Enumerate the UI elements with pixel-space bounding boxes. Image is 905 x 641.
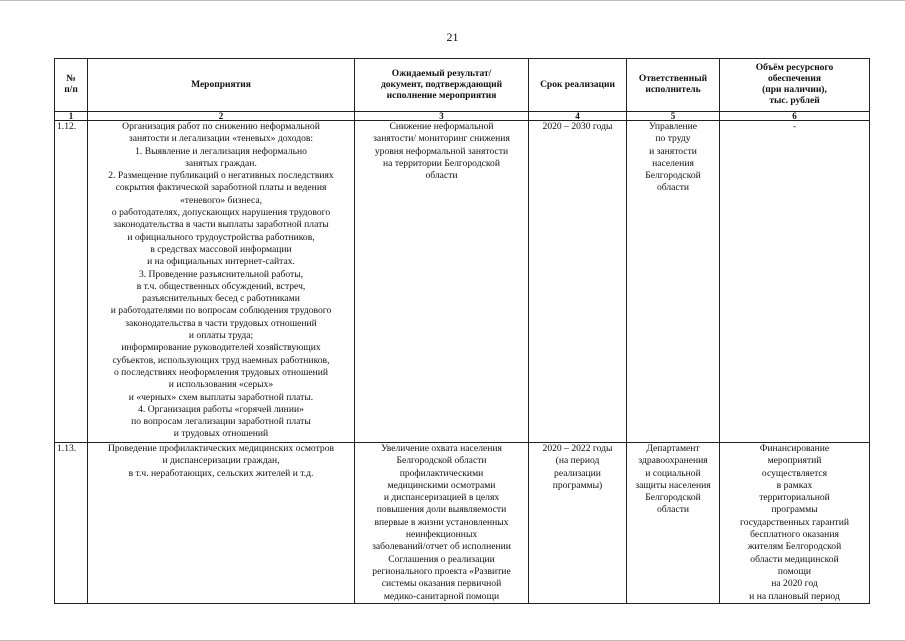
- cell-line: неинфекционных: [405, 529, 478, 541]
- resources-cell: [720, 121, 870, 443]
- cell-line: и занятости: [649, 145, 697, 157]
- cell-line: и официального трудоустройства работников,: [127, 231, 315, 243]
- cell-line: области медицинской: [750, 553, 839, 565]
- column-header-line: Ответственный: [638, 74, 708, 84]
- table-header-row: [55, 59, 870, 112]
- cell-line: законодательства в части выплаты заработной платы: [113, 219, 329, 231]
- term-cell: [529, 121, 627, 443]
- cell-line: помощи: [777, 565, 812, 577]
- column-header: [529, 59, 627, 112]
- cell-line: и трудовых отношений: [173, 428, 269, 440]
- column-header-line: исполнитель: [645, 85, 701, 95]
- cell-line: реализации: [554, 467, 601, 479]
- cell-line: Белгородской: [645, 170, 701, 182]
- cell-line: в рамках: [776, 479, 813, 491]
- activities-table: [54, 58, 870, 604]
- cell-line: осуществляется: [761, 467, 828, 479]
- row-number: 1.12.: [55, 121, 88, 443]
- cell-line: мероприятий: [767, 455, 822, 467]
- cell-line: Департамент: [646, 443, 700, 454]
- table-row: [55, 121, 870, 443]
- cell-line: законодательства в части трудовых отношений: [125, 317, 317, 329]
- cell-line: заболеваний/отчет об исполнении: [372, 541, 511, 553]
- result-cell: [355, 121, 529, 443]
- cell-line: Белгородской: [645, 492, 701, 504]
- cell-line: сокрытия фактической заработной платы и ведения: [115, 182, 327, 194]
- cell-line: и на официальных интернет-сайтах.: [147, 256, 295, 268]
- page-number: 21: [446, 30, 459, 44]
- column-header-line: тыс. рублей: [769, 96, 820, 106]
- cell-line: населения: [652, 157, 694, 169]
- table-row: [55, 443, 870, 604]
- cell-line: по вопросам легализации заработной платы: [131, 416, 311, 428]
- cell-line: территориальной: [759, 492, 830, 504]
- cell-line: 2020 – 2030 годы: [542, 121, 613, 132]
- cell-line: впервые в жизни установленных: [374, 516, 509, 528]
- cell-line: в средствах массовой информации: [150, 243, 292, 255]
- column-header-line: Ожидаемый результат/: [391, 68, 492, 79]
- column-header: [627, 59, 720, 112]
- cell-line: 2. Размещение публикаций о негативных последствиях: [108, 170, 334, 182]
- cell-line: занятости/ мониторинг снижения: [373, 133, 510, 145]
- cell-line: 3. Проведение разъяснительной работы,: [138, 268, 304, 280]
- cell-line: по труду: [655, 133, 691, 145]
- cell-line: -: [792, 121, 797, 132]
- cell-line: регионального проекта «Развитие: [372, 565, 511, 577]
- cell-line: области: [656, 504, 690, 516]
- cell-line: Увеличение охвата населения: [381, 443, 502, 454]
- cell-line: Проведение профилактических медицинских осмотров: [107, 443, 335, 454]
- column-header-line: Объём ресурсного: [755, 63, 834, 73]
- cell-line: Финансирование: [759, 443, 830, 454]
- activity-cell: [88, 443, 355, 604]
- column-number: 6: [720, 112, 870, 121]
- cell-line: и на плановый период: [749, 590, 840, 602]
- cell-line: и диспансеризации граждан,: [162, 455, 280, 467]
- column-number: 5: [627, 112, 720, 121]
- column-header-line: Мероприятия: [191, 79, 251, 90]
- cell-line: 1. Выявление и легализация неформально: [135, 145, 307, 157]
- cell-line: уровня неформальной занятости: [374, 145, 509, 157]
- cell-line: 2020 – 2022 годы: [542, 443, 613, 454]
- cell-line: Снижение неформальной: [389, 121, 494, 132]
- column-number: 1: [55, 112, 88, 121]
- executor-cell: [627, 443, 720, 604]
- column-header: [355, 59, 529, 112]
- column-number: 2: [88, 112, 355, 121]
- scan-top-edge: [0, 0, 905, 6]
- cell-line: на 2020 год: [771, 578, 818, 590]
- cell-line: медико-санитарной помощи: [383, 590, 500, 602]
- cell-line: медицинскими осмотрами: [387, 479, 496, 491]
- cell-line: 4. Организация работы «горячей линии»: [138, 403, 304, 415]
- column-number: 3: [355, 112, 529, 121]
- cell-line: на территории Белгородской: [383, 157, 500, 169]
- cell-line: программы): [552, 479, 603, 491]
- cell-line: бесплатного оказания: [750, 529, 839, 541]
- column-header: [55, 59, 88, 112]
- column-number: 4: [529, 112, 627, 121]
- cell-line: (на период: [555, 455, 600, 467]
- cell-line: и «черных» схем выплаты заработной платы.: [128, 391, 314, 403]
- row-number: 1.13.: [55, 443, 88, 604]
- cell-line: Управление: [648, 121, 698, 132]
- cell-line: Организация работ по снижению неформальной: [122, 121, 320, 132]
- column-header-line: №: [66, 74, 76, 84]
- cell-line: и социальной: [645, 467, 701, 479]
- cell-line: области: [656, 182, 690, 194]
- cell-line: занятых граждан.: [185, 157, 257, 169]
- cell-line: жителям Белгородской: [747, 541, 842, 553]
- resources-cell: [720, 443, 870, 604]
- column-header-line: Срок реализации: [540, 79, 615, 90]
- cell-line: в т.ч. общественных обсуждений, встреч,: [136, 280, 306, 292]
- column-header-line: исполнение мероприятия: [386, 90, 497, 101]
- cell-line: государственных гарантий: [740, 516, 849, 528]
- cell-line: в т.ч. неработающих, сельских жителей и т.д.: [128, 467, 314, 479]
- cell-line: о работодателях, допускающих нарушения трудового: [111, 207, 331, 219]
- cell-line: и оплаты труда;: [188, 330, 254, 342]
- cell-line: программы: [771, 504, 818, 516]
- term-cell: [529, 443, 627, 604]
- cell-line: системы оказания первичной: [381, 578, 502, 590]
- cell-line: о последствиях неоформления трудовых отношений: [113, 366, 329, 378]
- cell-line: субъектов, использующих труд наемных работников,: [112, 354, 330, 366]
- column-header-line: обеспечения: [767, 74, 822, 84]
- column-number-row: [55, 112, 870, 121]
- column-header: [88, 59, 355, 112]
- cell-line: Соглашения о реализации: [388, 553, 495, 565]
- column-header: [720, 59, 870, 112]
- cell-line: повышения доли выявляемости: [376, 504, 507, 516]
- cell-line: профилактическими: [399, 467, 484, 479]
- cell-line: разъяснительных бесед с работниками: [142, 293, 300, 305]
- executor-cell: [627, 121, 720, 443]
- cell-line: области: [425, 170, 458, 182]
- cell-line: занятости и легализации «теневых» доходов:: [128, 133, 314, 145]
- cell-line: и использования «серых»: [168, 379, 274, 391]
- cell-line: и диспансеризацией в целях: [383, 492, 500, 504]
- cell-line: информирование руководителей хозяйствующих: [121, 342, 321, 354]
- result-cell: [355, 443, 529, 604]
- activity-cell: [88, 121, 355, 443]
- cell-line: защиты населения: [635, 479, 711, 491]
- cell-line: «теневого» бизнеса,: [179, 194, 263, 206]
- cell-line: Белгородской области: [396, 455, 487, 467]
- cell-line: и работодателями по вопросам соблюдения трудового: [110, 305, 332, 317]
- column-header-line: (при наличии),: [762, 85, 827, 95]
- cell-line: здравоохранения: [638, 455, 708, 467]
- column-header-line: п/п: [64, 85, 78, 95]
- column-header-line: документ, подтверждающий: [380, 79, 503, 90]
